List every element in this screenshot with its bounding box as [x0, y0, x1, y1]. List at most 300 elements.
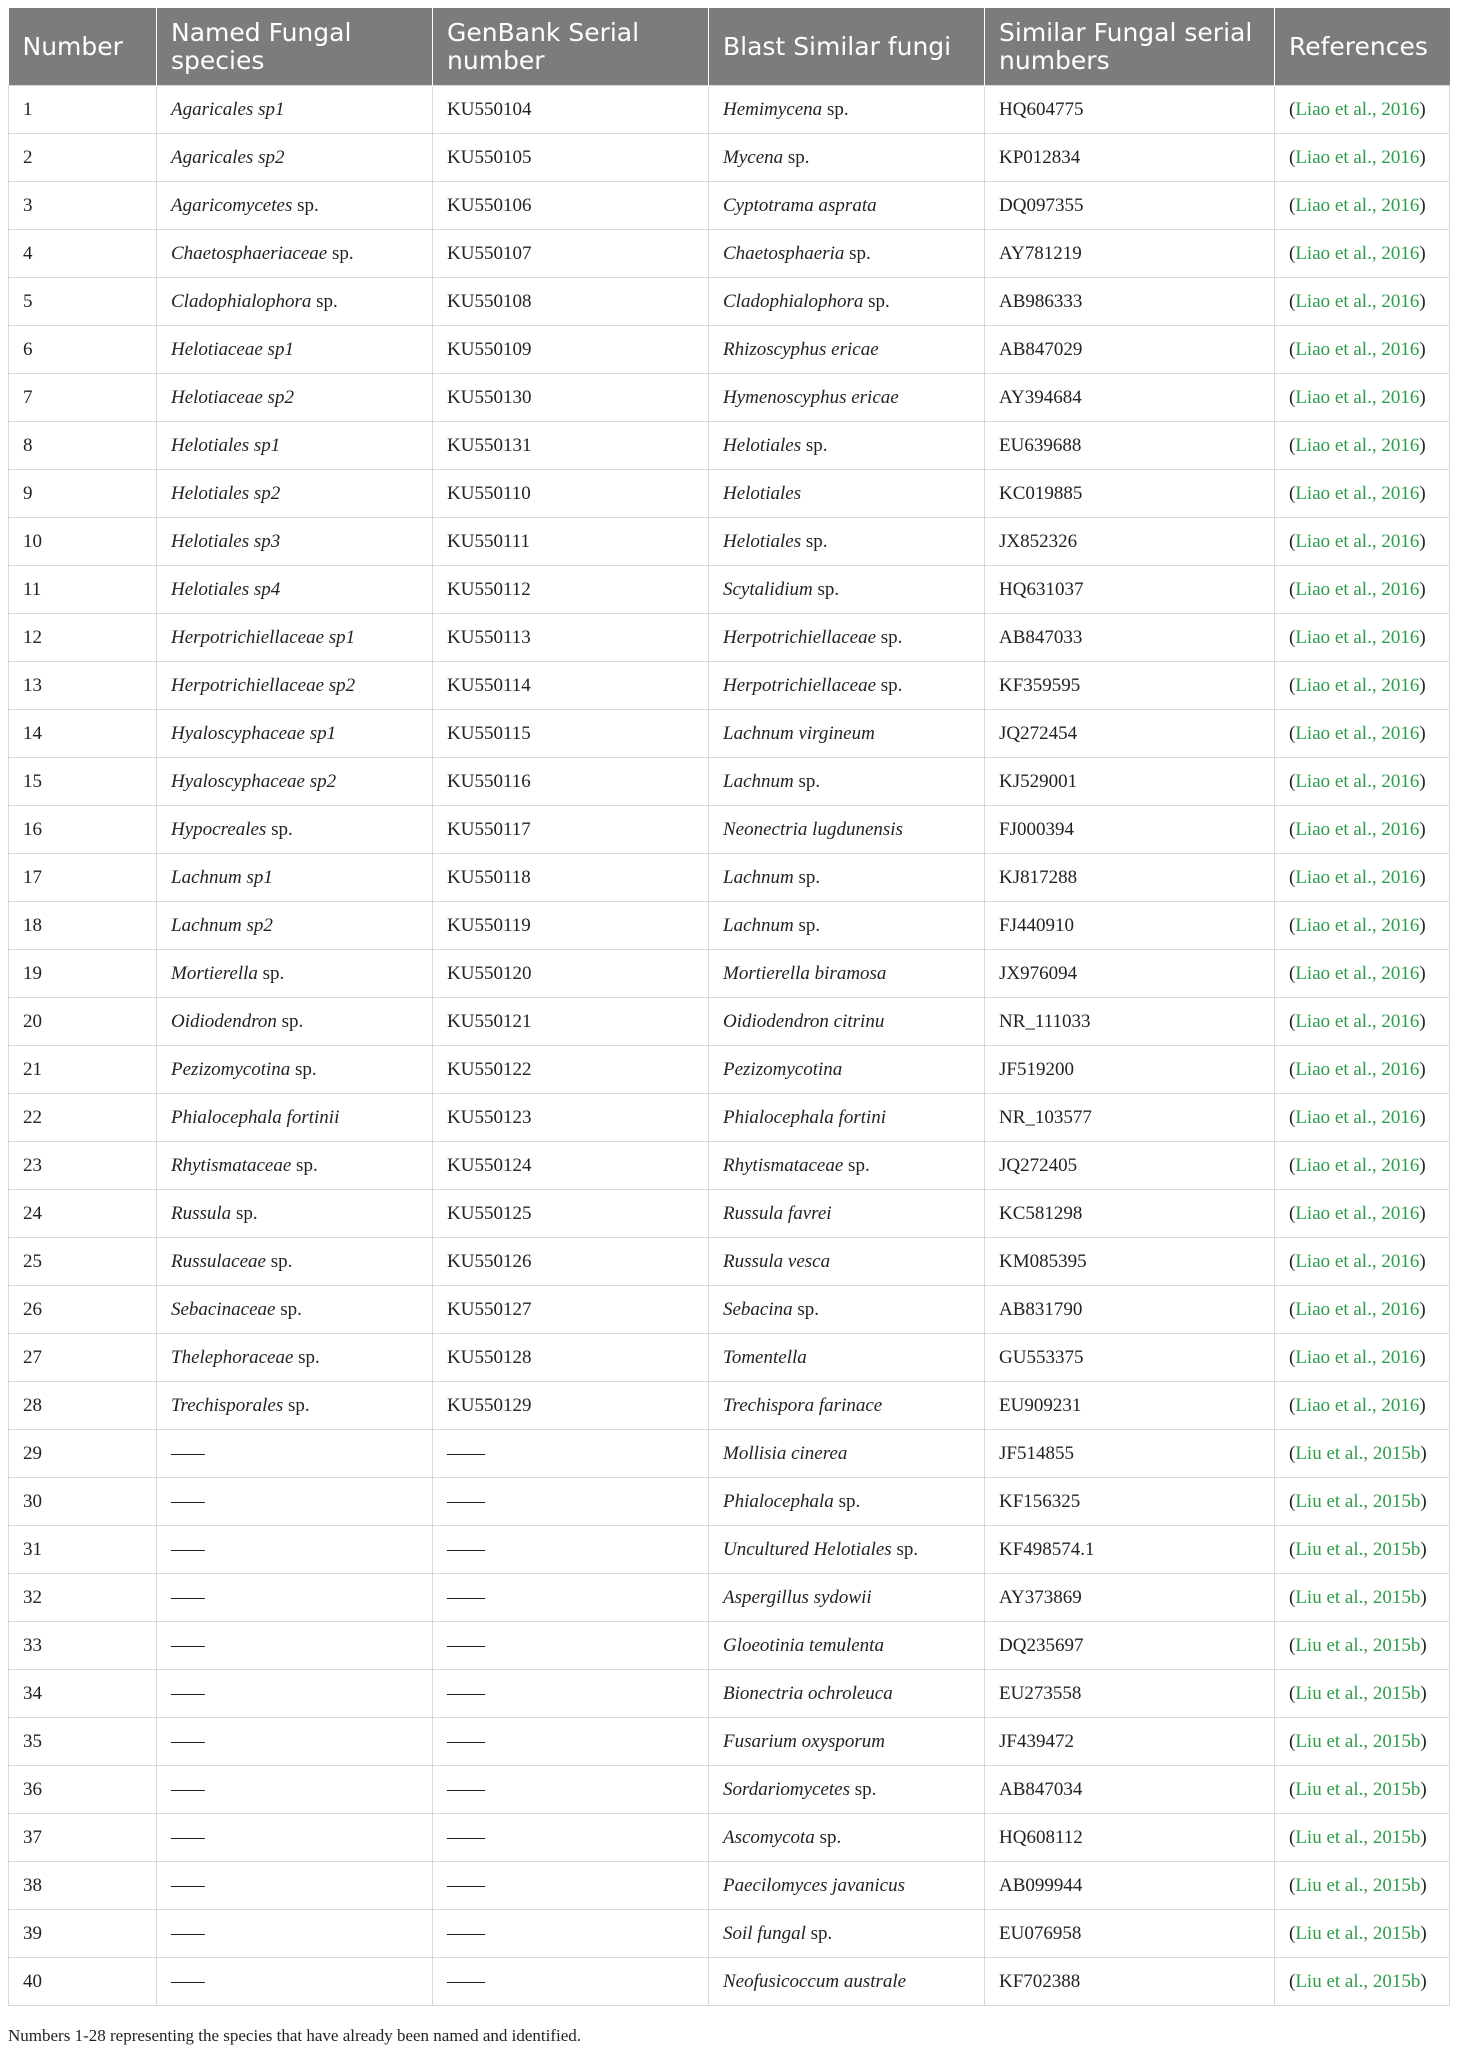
reference-cell: (Liao et al., 2016): [1275, 710, 1450, 758]
genbank-cell: ——: [433, 1430, 709, 1478]
blast-suffix: sp.: [783, 146, 810, 168]
blast-name: Cyptotrama asprata: [723, 194, 877, 216]
reference-link[interactable]: Liao et al., 2016: [1295, 866, 1420, 888]
species-suffix: sp.: [290, 1058, 317, 1080]
reference-link[interactable]: Liao et al., 2016: [1295, 770, 1420, 792]
blast-similar-cell: [709, 374, 985, 422]
reference-link[interactable]: Liao et al., 2016: [1295, 146, 1420, 168]
similar-serial-cell: AB986333: [985, 278, 1275, 326]
named-species-cell: [157, 1526, 433, 1574]
species-name: Helotiales: [171, 434, 250, 456]
reference-link[interactable]: Liu et al., 2015b: [1295, 1682, 1421, 1704]
similar-serial-cell: AB831790: [985, 1286, 1275, 1334]
genbank-cell: ——: [433, 1910, 709, 1958]
named-species-cell: [157, 806, 433, 854]
reference-link[interactable]: Liao et al., 2016: [1295, 1298, 1420, 1320]
fungal-species-table: [8, 8, 1450, 2006]
genbank-cell: ——: [433, 1718, 709, 1766]
blast-name: Lachnum: [723, 770, 794, 792]
column-header: Number: [9, 8, 157, 86]
blast-name: Phialocephala fortini: [723, 1106, 887, 1128]
reference-cell: (Liao et al., 2016): [1275, 1094, 1450, 1142]
reference-link[interactable]: Liu et al., 2015b: [1295, 1778, 1421, 1800]
reference-link[interactable]: Liao et al., 2016: [1295, 1154, 1420, 1176]
table-row: [9, 278, 1450, 326]
reference-link[interactable]: Liu et al., 2015b: [1295, 1490, 1421, 1512]
blast-similar-cell: [709, 134, 985, 182]
table-row: [9, 86, 1450, 134]
table-row: [9, 950, 1450, 998]
table-row: [9, 1190, 1450, 1238]
blast-suffix: sp.: [793, 770, 821, 792]
similar-serial-cell: AB099944: [985, 1862, 1275, 1910]
species-suffix: sp2: [241, 914, 273, 936]
blast-name: Paecilomyces javanicus: [723, 1874, 906, 1896]
reference-link[interactable]: Liao et al., 2016: [1295, 434, 1420, 456]
species-suffix: sp.: [311, 290, 338, 312]
table-row: [9, 1910, 1450, 1958]
named-species-cell: [157, 566, 433, 614]
named-species-cell: [157, 1190, 433, 1238]
blast-name: Lachnum virgineum: [723, 722, 875, 744]
blast-suffix: sp.: [792, 1298, 820, 1320]
named-species-cell: [157, 1910, 433, 1958]
reference-cell: (Liao et al., 2016): [1275, 422, 1450, 470]
reference-link[interactable]: Liao et al., 2016: [1295, 194, 1420, 216]
blast-similar-cell: [709, 566, 985, 614]
genbank-cell: ——: [433, 1622, 709, 1670]
reference-link[interactable]: Liao et al., 2016: [1295, 1106, 1420, 1128]
number-cell: 20: [9, 998, 157, 1046]
species-name: ——: [171, 1970, 205, 1992]
reference-cell: (Liao et al., 2016): [1275, 566, 1450, 614]
blast-name: Lachnum: [723, 914, 794, 936]
number-cell: 14: [9, 710, 157, 758]
number-cell: 16: [9, 806, 157, 854]
blast-similar-cell: [709, 614, 985, 662]
reference-link[interactable]: Liu et al., 2015b: [1295, 1922, 1421, 1944]
reference-link[interactable]: Liao et al., 2016: [1295, 530, 1420, 552]
named-species-cell: [157, 1142, 433, 1190]
reference-link[interactable]: Liao et al., 2016: [1295, 818, 1420, 840]
reference-link[interactable]: Liao et al., 2016: [1295, 242, 1420, 264]
blast-similar-cell: [709, 662, 985, 710]
genbank-cell: KU550117: [433, 806, 709, 854]
table-row: [9, 1718, 1450, 1766]
similar-serial-cell: AY373869: [985, 1574, 1275, 1622]
blast-name: Herpotrichiellaceae: [723, 626, 877, 648]
table-row: [9, 1814, 1450, 1862]
similar-serial-cell: AY394684: [985, 374, 1275, 422]
reference-cell: (Liao et al., 2016): [1275, 134, 1450, 182]
reference-link[interactable]: Liao et al., 2016: [1295, 482, 1420, 504]
genbank-cell: ——: [433, 1526, 709, 1574]
reference-link[interactable]: Liao et al., 2016: [1295, 674, 1420, 696]
named-species-cell: [157, 470, 433, 518]
table-row: [9, 1430, 1450, 1478]
named-species-cell: [157, 998, 433, 1046]
species-suffix: sp.: [293, 1346, 320, 1368]
named-species-cell: [157, 1046, 433, 1094]
species-name: ——: [171, 1730, 205, 1752]
species-name: Agaricomycetes: [171, 194, 293, 216]
table-row: [9, 854, 1450, 902]
similar-serial-cell: DQ235697: [985, 1622, 1275, 1670]
blast-name: Uncultured Helotiales: [723, 1538, 892, 1560]
genbank-cell: KU550128: [433, 1334, 709, 1382]
number-cell: 13: [9, 662, 157, 710]
species-name: Cladophialophora: [171, 290, 312, 312]
species-name: Sebacinaceae: [171, 1298, 276, 1320]
number-cell: 31: [9, 1526, 157, 1574]
blast-suffix: sp.: [801, 434, 828, 456]
named-species-cell: [157, 662, 433, 710]
blast-name: Aspergillus sydowii: [723, 1586, 872, 1608]
table-row: [9, 1046, 1450, 1094]
reference-cell: (Liu et al., 2015b): [1275, 1958, 1450, 2006]
species-suffix: sp.: [265, 1250, 293, 1272]
table-row: [9, 470, 1450, 518]
table-row: [9, 1286, 1450, 1334]
named-species-cell: [157, 1718, 433, 1766]
reference-link[interactable]: Liu et al., 2015b: [1295, 1826, 1421, 1848]
table-row: [9, 566, 1450, 614]
reference-link[interactable]: Liao et al., 2016: [1295, 1250, 1420, 1272]
named-species-cell: [157, 758, 433, 806]
reference-link[interactable]: Liao et al., 2016: [1295, 626, 1420, 648]
similar-serial-cell: JF519200: [985, 1046, 1275, 1094]
number-cell: 24: [9, 1190, 157, 1238]
blast-similar-cell: [709, 1094, 985, 1142]
number-cell: 27: [9, 1334, 157, 1382]
reference-cell: (Liu et al., 2015b): [1275, 1430, 1450, 1478]
species-suffix: sp.: [291, 1154, 318, 1176]
reference-link[interactable]: Liu et al., 2015b: [1295, 1442, 1421, 1464]
number-cell: 22: [9, 1094, 157, 1142]
genbank-cell: KU550106: [433, 182, 709, 230]
table-row: [9, 1094, 1450, 1142]
species-suffix: sp2: [262, 386, 294, 408]
reference-link[interactable]: Liu et al., 2015b: [1295, 1586, 1421, 1608]
blast-name: Russula vesca: [723, 1250, 831, 1272]
reference-cell: (Liao et al., 2016): [1275, 1238, 1450, 1286]
species-name: ——: [171, 1778, 205, 1800]
reference-link[interactable]: Liao et al., 2016: [1295, 338, 1420, 360]
blast-name: Rhytismataceae: [723, 1154, 844, 1176]
blast-name: Bionectria ochroleuca: [723, 1682, 893, 1704]
blast-similar-cell: [709, 326, 985, 374]
blast-name: Fusarium oxysporum: [723, 1730, 886, 1752]
blast-name: Cladophialophora: [723, 290, 864, 312]
named-species-cell: [157, 518, 433, 566]
table-row: [9, 518, 1450, 566]
species-suffix: sp.: [231, 1202, 258, 1224]
blast-similar-cell: [709, 1622, 985, 1670]
genbank-cell: KU550107: [433, 230, 709, 278]
genbank-cell: ——: [433, 1574, 709, 1622]
reference-cell: (Liao et al., 2016): [1275, 470, 1450, 518]
reference-cell: (Liao et al., 2016): [1275, 614, 1450, 662]
blast-name: Ascomycota: [723, 1826, 815, 1848]
blast-name: Pezizomycotina: [723, 1058, 843, 1080]
named-species-cell: [157, 710, 433, 758]
reference-cell: (Liao et al., 2016): [1275, 230, 1450, 278]
similar-serial-cell: HQ631037: [985, 566, 1275, 614]
table-row: [9, 998, 1450, 1046]
number-cell: 6: [9, 326, 157, 374]
number-cell: 21: [9, 1046, 157, 1094]
number-cell: 23: [9, 1142, 157, 1190]
reference-cell: (Liu et al., 2015b): [1275, 1670, 1450, 1718]
named-species-cell: [157, 134, 433, 182]
table-row: [9, 1574, 1450, 1622]
genbank-cell: KU550110: [433, 470, 709, 518]
reference-link[interactable]: Liu et al., 2015b: [1295, 1874, 1421, 1896]
species-suffix: sp1: [262, 338, 294, 360]
genbank-cell: KU550131: [433, 422, 709, 470]
blast-similar-cell: [709, 1670, 985, 1718]
blast-suffix: sp.: [822, 98, 849, 120]
blast-similar-cell: [709, 86, 985, 134]
genbank-cell: KU550130: [433, 374, 709, 422]
species-suffix: sp2: [253, 146, 285, 168]
species-name: Herpotrichiellaceae: [171, 674, 325, 696]
species-name: Lachnum: [171, 914, 242, 936]
blast-suffix: sp.: [876, 626, 903, 648]
genbank-cell: ——: [433, 1478, 709, 1526]
blast-name: Scytalidium: [723, 578, 813, 600]
blast-similar-cell: [709, 902, 985, 950]
reference-link[interactable]: Liao et al., 2016: [1295, 722, 1420, 744]
species-name: ——: [171, 1874, 205, 1896]
reference-cell: (Liu et al., 2015b): [1275, 1478, 1450, 1526]
table-row: [9, 1334, 1450, 1382]
species-suffix: sp2: [324, 674, 356, 696]
table-row: [9, 422, 1450, 470]
species-name: Russula: [171, 1202, 232, 1224]
named-species-cell: [157, 1238, 433, 1286]
reference-cell: (Liao et al., 2016): [1275, 1046, 1450, 1094]
table-footnote: Numbers 1-28 representing the species that have already been named and identified.: [8, 2026, 582, 2045]
genbank-cell: KU550105: [433, 134, 709, 182]
number-cell: 18: [9, 902, 157, 950]
species-suffix: sp3: [249, 530, 281, 552]
number-cell: 36: [9, 1766, 157, 1814]
blast-name: Hemimycena: [723, 98, 823, 120]
reference-cell: (Liao et al., 2016): [1275, 1334, 1450, 1382]
reference-link[interactable]: Liao et al., 2016: [1295, 914, 1420, 936]
blast-name: Helotiales: [723, 482, 802, 504]
blast-suffix: sp.: [801, 530, 828, 552]
number-cell: 15: [9, 758, 157, 806]
blast-similar-cell: [709, 998, 985, 1046]
table-row: [9, 134, 1450, 182]
blast-suffix: sp.: [814, 1826, 842, 1848]
species-name: Helotiales: [171, 482, 250, 504]
blast-name: Sebacina: [723, 1298, 793, 1320]
blast-similar-cell: [709, 1286, 985, 1334]
reference-cell: (Liao et al., 2016): [1275, 1142, 1450, 1190]
genbank-cell: ——: [433, 1958, 709, 2006]
species-name: ——: [171, 1490, 205, 1512]
number-cell: 29: [9, 1430, 157, 1478]
species-suffix: sp1: [253, 98, 285, 120]
species-name: Rhytismataceae: [171, 1154, 292, 1176]
blast-suffix: sp.: [793, 866, 821, 888]
named-species-cell: [157, 1286, 433, 1334]
reference-link[interactable]: Liao et al., 2016: [1295, 1202, 1420, 1224]
table-row: [9, 1478, 1450, 1526]
blast-similar-cell: [709, 1958, 985, 2006]
number-cell: 33: [9, 1622, 157, 1670]
species-name: Phialocephala fortinii: [171, 1106, 340, 1128]
table-container: [8, 8, 1449, 2006]
blast-suffix: sp.: [805, 1922, 833, 1944]
species-name: Helotiales: [171, 578, 250, 600]
reference-link[interactable]: Liao et al., 2016: [1295, 1394, 1420, 1416]
similar-serial-cell: HQ608112: [985, 1814, 1275, 1862]
table-row: [9, 374, 1450, 422]
genbank-cell: KU550113: [433, 614, 709, 662]
blast-similar-cell: [709, 1478, 985, 1526]
genbank-cell: KU550108: [433, 278, 709, 326]
similar-serial-cell: JQ272405: [985, 1142, 1275, 1190]
blast-suffix: sp.: [863, 290, 890, 312]
similar-serial-cell: GU553375: [985, 1334, 1275, 1382]
species-name: Pezizomycotina: [171, 1058, 291, 1080]
named-species-cell: [157, 1814, 433, 1862]
blast-name: Gloeotinia temulenta: [723, 1634, 884, 1656]
reference-link[interactable]: Liu et al., 2015b: [1295, 1538, 1421, 1560]
blast-name: Russula favrei: [723, 1202, 832, 1224]
reference-link[interactable]: Liao et al., 2016: [1295, 962, 1420, 984]
named-species-cell: [157, 182, 433, 230]
similar-serial-cell: EU273558: [985, 1670, 1275, 1718]
reference-cell: (Liu et al., 2015b): [1275, 1718, 1450, 1766]
reference-cell: (Liu et al., 2015b): [1275, 1526, 1450, 1574]
number-cell: 32: [9, 1574, 157, 1622]
similar-serial-cell: JX976094: [985, 950, 1275, 998]
species-suffix: sp.: [275, 1298, 302, 1320]
reference-cell: (Liao et al., 2016): [1275, 758, 1450, 806]
species-name: Helotiaceae: [171, 338, 263, 360]
species-name: ——: [171, 1922, 205, 1944]
table-header-row: [9, 8, 1450, 86]
blast-name: Helotiales: [723, 530, 802, 552]
number-cell: 7: [9, 374, 157, 422]
reference-link[interactable]: Liao et al., 2016: [1295, 386, 1420, 408]
blast-similar-cell: [709, 518, 985, 566]
number-cell: 3: [9, 182, 157, 230]
number-cell: 17: [9, 854, 157, 902]
named-species-cell: [157, 1862, 433, 1910]
genbank-cell: ——: [433, 1670, 709, 1718]
reference-link[interactable]: Liao et al., 2016: [1295, 290, 1420, 312]
reference-cell: (Liao et al., 2016): [1275, 1286, 1450, 1334]
named-species-cell: [157, 374, 433, 422]
reference-link[interactable]: Liao et al., 2016: [1295, 1058, 1420, 1080]
species-name: ——: [171, 1634, 205, 1656]
named-species-cell: [157, 1958, 433, 2006]
similar-serial-cell: EU909231: [985, 1382, 1275, 1430]
blast-suffix: sp.: [812, 578, 840, 600]
blast-similar-cell: [709, 1382, 985, 1430]
species-name: Russulaceae: [171, 1250, 266, 1272]
column-header: References: [1275, 8, 1450, 86]
table-row: [9, 1670, 1450, 1718]
table-row: [9, 230, 1450, 278]
reference-link[interactable]: Liao et al., 2016: [1295, 1010, 1420, 1032]
named-species-cell: [157, 326, 433, 374]
blast-similar-cell: [709, 1526, 985, 1574]
reference-link[interactable]: Liao et al., 2016: [1295, 1346, 1420, 1368]
table-row: [9, 1766, 1450, 1814]
species-name: Helotiaceae: [171, 386, 263, 408]
blast-similar-cell: [709, 1766, 985, 1814]
species-suffix: sp1: [324, 626, 356, 648]
similar-serial-cell: KC019885: [985, 470, 1275, 518]
table-row: [9, 1526, 1450, 1574]
species-name: Thelephoraceae: [171, 1346, 294, 1368]
genbank-cell: ——: [433, 1766, 709, 1814]
blast-name: Herpotrichiellaceae: [723, 674, 877, 696]
reference-cell: (Liu et al., 2015b): [1275, 1766, 1450, 1814]
column-header: Named Fungal species: [157, 8, 433, 86]
table-row: [9, 1238, 1450, 1286]
genbank-cell: KU550124: [433, 1142, 709, 1190]
number-cell: 4: [9, 230, 157, 278]
table-row: [9, 806, 1450, 854]
reference-cell: (Liao et al., 2016): [1275, 1382, 1450, 1430]
similar-serial-cell: KJ529001: [985, 758, 1275, 806]
reference-link[interactable]: Liao et al., 2016: [1295, 578, 1420, 600]
blast-name: Soil fungal: [723, 1922, 806, 1944]
blast-name: Neonectria lugdunensis: [723, 818, 903, 840]
table-row: [9, 1958, 1450, 2006]
table-row: [9, 758, 1450, 806]
species-suffix: sp1: [249, 434, 281, 456]
similar-serial-cell: KF702388: [985, 1958, 1275, 2006]
genbank-cell: KU550125: [433, 1190, 709, 1238]
species-name: Lachnum: [171, 866, 242, 888]
reference-link[interactable]: Liu et al., 2015b: [1295, 1970, 1421, 1992]
blast-suffix: sp.: [843, 1154, 870, 1176]
named-species-cell: [157, 86, 433, 134]
genbank-cell: KU550120: [433, 950, 709, 998]
similar-serial-cell: NR_103577: [985, 1094, 1275, 1142]
reference-cell: (Liao et al., 2016): [1275, 662, 1450, 710]
number-cell: 2: [9, 134, 157, 182]
reference-link[interactable]: Liao et al., 2016: [1295, 98, 1420, 120]
reference-link[interactable]: Liu et al., 2015b: [1295, 1730, 1421, 1752]
table-row: [9, 710, 1450, 758]
species-suffix: sp.: [266, 818, 293, 840]
genbank-cell: KU550121: [433, 998, 709, 1046]
named-species-cell: [157, 1382, 433, 1430]
species-name: Agaricales: [171, 98, 254, 120]
species-name: Oidiodendron: [171, 1010, 277, 1032]
similar-serial-cell: FJ000394: [985, 806, 1275, 854]
table-row: [9, 182, 1450, 230]
reference-link[interactable]: Liu et al., 2015b: [1295, 1634, 1421, 1656]
similar-serial-cell: JF439472: [985, 1718, 1275, 1766]
blast-similar-cell: [709, 1238, 985, 1286]
blast-name: Oidiodendron citrinu: [723, 1010, 885, 1032]
species-suffix: sp2: [305, 770, 337, 792]
named-species-cell: [157, 902, 433, 950]
named-species-cell: [157, 230, 433, 278]
number-cell: 1: [9, 86, 157, 134]
